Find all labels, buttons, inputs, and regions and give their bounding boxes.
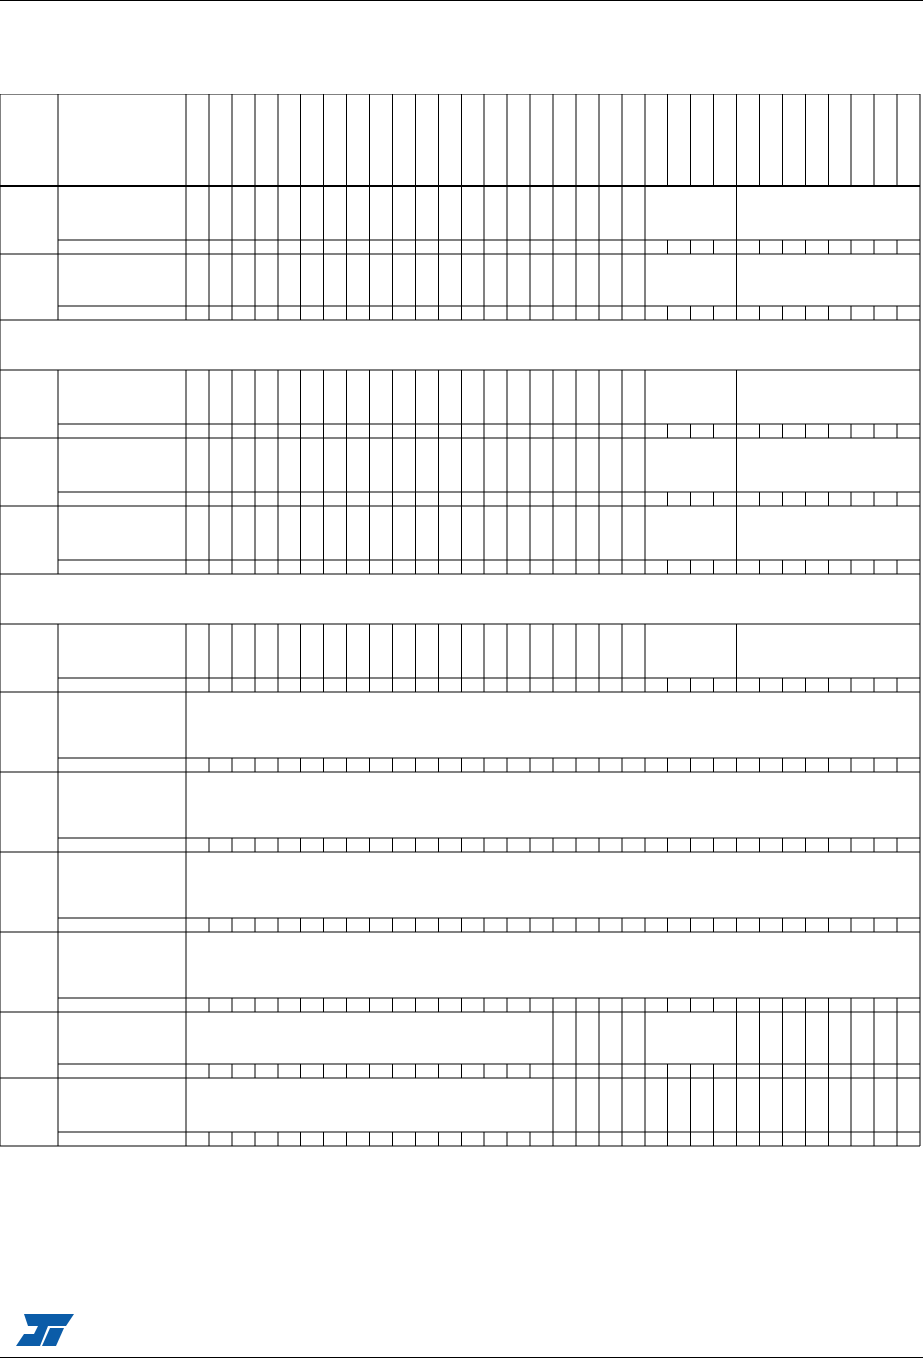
header-rule bbox=[0, 0, 923, 1]
register-map-table bbox=[0, 94, 923, 1154]
footer-rule bbox=[0, 1357, 923, 1358]
st-logo-icon bbox=[14, 1312, 76, 1348]
